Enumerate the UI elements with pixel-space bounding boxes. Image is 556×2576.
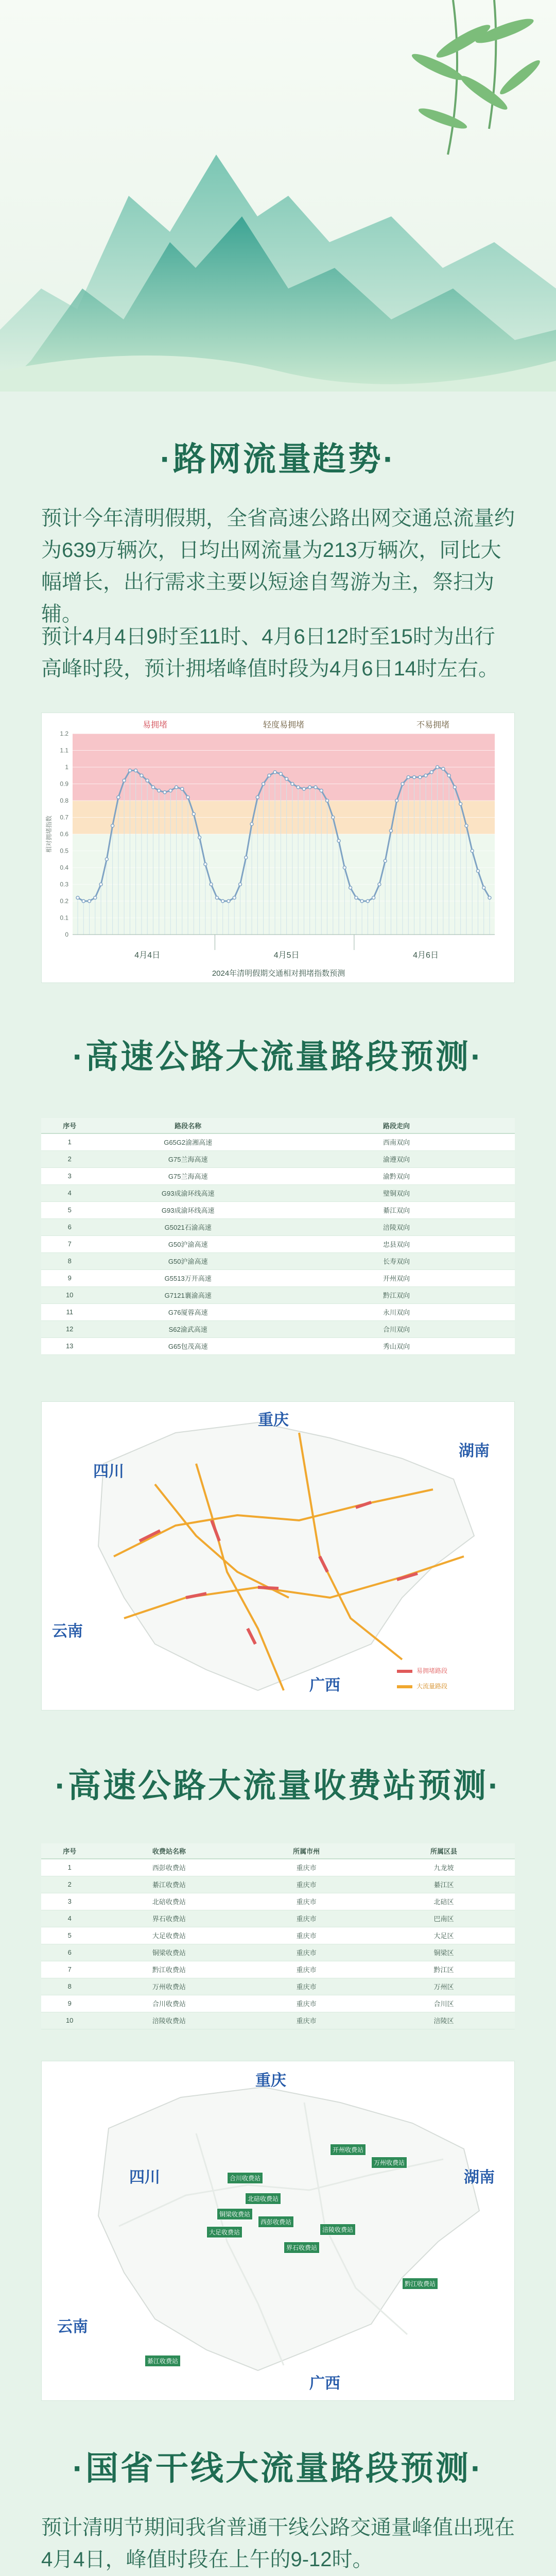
table-row: [41, 1201, 515, 1218]
data-point: [82, 900, 85, 903]
table-cell: G93成渝环线高速: [98, 1201, 278, 1218]
table-cell: 秀山双向: [278, 1337, 515, 1354]
data-point: [407, 776, 410, 779]
table-cell: 璧铜双向: [278, 1184, 515, 1201]
table-cell: 合川双向: [278, 1320, 515, 1337]
table-cell: 4: [41, 1184, 98, 1201]
poi-station: 西彭收费站: [258, 2216, 294, 2228]
data-point: [471, 850, 474, 853]
table-cell: G50沪渝高速: [98, 1235, 278, 1252]
table-row: [41, 1961, 515, 1978]
table-header-cell: 序号: [41, 1843, 98, 1859]
data-point: [88, 900, 91, 903]
data-point: [389, 829, 392, 833]
table-row: [41, 1995, 515, 2012]
table-cell: 10: [41, 2012, 98, 2029]
table-cell: 7: [41, 1961, 98, 1978]
map-label-guangxi: 广西: [309, 1677, 340, 1694]
table-row: [41, 2012, 515, 2029]
table-cell: G7121襄渝高速: [98, 1286, 278, 1303]
table-cell: 渝遵双向: [278, 1150, 515, 1167]
table-cell: 8: [41, 1252, 98, 1269]
table-cell: 涪陵收费站: [98, 2012, 240, 2029]
table-cell: 2: [41, 1876, 98, 1893]
table-cell: 北碚区: [373, 1893, 515, 1910]
table-cell: 綦江收费站: [98, 1876, 240, 1893]
y-tick-label: 0.8: [60, 797, 68, 804]
data-point: [94, 896, 97, 900]
table-cell: 12: [41, 1320, 98, 1337]
data-point: [192, 812, 195, 816]
table-row: [41, 1218, 515, 1235]
poi-station: 铜梁收费站: [217, 2208, 253, 2220]
table-cell: 3: [41, 1167, 98, 1184]
table-row: [41, 1252, 515, 1269]
table-cell: 万州区: [373, 1978, 515, 1995]
table-header-cell: 收费站名称: [98, 1843, 240, 1859]
table-cell: 合川区: [373, 1995, 515, 2012]
map-label-hunan: 湖南: [459, 1443, 490, 1460]
data-point: [297, 786, 300, 789]
table-cell: 8: [41, 1978, 98, 1995]
x-day-label: 4月5日: [273, 951, 300, 960]
table-cell: 綦江双向: [278, 1201, 515, 1218]
table-cell: G93成渝环线高速: [98, 1184, 278, 1201]
table-cell: 开州双向: [278, 1269, 515, 1286]
poi-station: 开州收费站: [330, 2144, 366, 2156]
table-cell: G75兰海高速: [98, 1150, 278, 1167]
table-cell: 3: [41, 1893, 98, 1910]
data-point: [285, 777, 288, 781]
y-tick-label: 1: [65, 764, 68, 771]
data-point: [105, 858, 108, 861]
table-row: [41, 1893, 515, 1910]
mountain-landscape-illustration: [0, 0, 556, 392]
data-point: [355, 896, 358, 900]
poi-station: 北碚收费站: [245, 2193, 281, 2205]
chart-legend-item: 轻度易拥堵: [263, 721, 305, 730]
table-cell: 黔江区: [373, 1961, 515, 1978]
table-row: [41, 1133, 515, 1150]
data-point: [302, 787, 305, 790]
table-cell: 西南双向: [278, 1133, 515, 1150]
table-header-cell: 路段名称: [98, 1118, 278, 1133]
map-label-chongqing: 重庆: [258, 1412, 289, 1429]
section-title-network-flow: ·路网流量趋势·: [160, 440, 396, 478]
table-cell: G5513万开高速: [98, 1269, 278, 1286]
table-cell: 北碚收费站: [98, 1893, 240, 1910]
table-cell: 黔江收费站: [98, 1961, 240, 1978]
table-cell: 重庆市: [240, 1961, 373, 1978]
table-cell: 西彭收费站: [98, 1859, 240, 1876]
data-point: [215, 896, 218, 900]
data-point: [332, 816, 335, 819]
table-cell: 渝黔双向: [278, 1167, 515, 1184]
table-row: [41, 1269, 515, 1286]
table-row: [41, 1859, 515, 1876]
table-row: [41, 1167, 515, 1184]
data-point: [117, 796, 120, 799]
table-cell: 重庆市: [240, 1910, 373, 1927]
data-point: [99, 883, 102, 886]
poi-station: 万州收费站: [371, 2157, 407, 2168]
table-cell: 9: [41, 1995, 98, 2012]
table-cell: 6: [41, 1944, 98, 1961]
table-cell: 重庆市: [240, 1859, 373, 1876]
table-cell: 九龙坡: [373, 1859, 515, 1876]
y-tick-label: 0: [65, 931, 68, 938]
table-cell: 9: [41, 1269, 98, 1286]
map2-label-chongqing: 重庆: [255, 2072, 286, 2089]
data-point: [488, 896, 491, 900]
y-axis-label: 相对拥堵指数: [45, 815, 53, 853]
table-cell: 重庆市: [240, 1944, 373, 1961]
table-cell: 万州收费站: [98, 1978, 240, 1995]
table-cell: 5: [41, 1201, 98, 1218]
table-cell: G65包茂高速: [98, 1337, 278, 1354]
table-header-cell: 所属区县: [373, 1843, 515, 1859]
data-point: [360, 900, 363, 903]
table-cell: G5021石渝高速: [98, 1218, 278, 1235]
table-row: [41, 1235, 515, 1252]
map2-label-yunnan: 云南: [57, 2318, 88, 2335]
highway-sections-table: [41, 1118, 515, 1355]
data-point: [268, 774, 271, 777]
data-point: [210, 883, 213, 886]
table-cell: G50沪渝高速: [98, 1252, 278, 1269]
data-point: [459, 803, 462, 806]
section-title-toll-stations: ·高速公路大流量收费站预测·: [55, 1767, 501, 1804]
table-cell: 重庆市: [240, 1927, 373, 1944]
data-point: [436, 766, 439, 769]
poi-station: 大足收费站: [206, 2226, 242, 2238]
table-cell: 大足区: [373, 1927, 515, 1944]
table-cell: 10: [41, 1286, 98, 1303]
toll-station-map: [41, 2061, 515, 2401]
data-point: [413, 776, 416, 779]
data-point: [134, 769, 137, 772]
y-tick-label: 1.1: [60, 747, 68, 754]
data-point: [291, 783, 294, 786]
chart-legend-item: 不易拥堵: [416, 721, 450, 730]
data-point: [146, 779, 149, 782]
table-cell: 长寿双向: [278, 1252, 515, 1269]
table-cell: 2: [41, 1150, 98, 1167]
table-cell: 永川双向: [278, 1303, 515, 1320]
table-cell: 7: [41, 1235, 98, 1252]
map-legend-congested: 易拥堵路段: [416, 1667, 448, 1674]
paragraph-peak-time: 预计4月4日9时至11时、4月6日12时至15时为出行高峰时段，预计拥堵峰值时段为4月6日14时左右。: [41, 625, 499, 680]
data-point: [401, 783, 404, 786]
chart-caption: 2024年清明假期交通相对拥堵指数预测: [212, 969, 345, 978]
data-point: [111, 824, 114, 827]
poi-station: 合川收费站: [227, 2172, 263, 2184]
table-row: [41, 1286, 515, 1303]
data-point: [349, 886, 352, 889]
table-cell: 涪陵区: [373, 2012, 515, 2029]
data-point: [245, 856, 248, 859]
congestion-index-chart: [42, 713, 515, 984]
data-point: [366, 900, 369, 903]
table-cell: G75兰海高速: [98, 1167, 278, 1184]
table-cell: 5: [41, 1927, 98, 1944]
table-cell: 重庆市: [240, 1995, 373, 2012]
table-cell: 黔江双向: [278, 1286, 515, 1303]
data-point: [424, 774, 427, 777]
section-title-highway-sections: ·高速公路大流量路段预测·: [72, 1038, 484, 1075]
table-row: [41, 1910, 515, 1927]
highway-map: [41, 1401, 515, 1710]
data-point: [395, 799, 398, 802]
table-cell: 重庆市: [240, 2012, 373, 2029]
table-cell: 铜梁收费站: [98, 1944, 240, 1961]
poi-station: 黔江收费站: [402, 2278, 438, 2290]
map-legend-high-flow: 大流量路段: [416, 1683, 448, 1690]
paragraph-network-flow: 预计今年清明假期，全省高速公路出网交通总流量约为639万辆次，日均出网流量为213万辆次，同比大幅增长，出行需求主要以短途自驾游为主，祭扫为辅。: [41, 507, 515, 625]
data-point: [337, 839, 340, 842]
table-cell: 重庆市: [240, 1893, 373, 1910]
poi-station: 綦江收费站: [145, 2355, 181, 2367]
data-point: [151, 786, 154, 789]
header-banner: [0, 0, 556, 392]
poi-station: 涪陵收费站: [320, 2224, 356, 2235]
data-point: [227, 900, 230, 903]
data-point: [158, 789, 161, 792]
data-point: [181, 787, 184, 790]
data-point: [169, 789, 172, 792]
data-point: [279, 772, 282, 775]
data-point: [256, 796, 259, 799]
data-point: [128, 769, 131, 772]
data-point: [430, 771, 433, 774]
table-cell: 13: [41, 1337, 98, 1354]
table-cell: 忠县双向: [278, 1235, 515, 1252]
chongqing-map-stations: [42, 2061, 515, 2401]
y-tick-label: 0.7: [60, 814, 68, 821]
table-cell: 1: [41, 1859, 98, 1876]
table-header-cell: 所属市州: [240, 1843, 373, 1859]
table-row: [41, 1150, 515, 1167]
table-cell: 大足收费站: [98, 1927, 240, 1944]
data-point: [250, 823, 253, 826]
table-row: [41, 1303, 515, 1320]
data-point: [314, 786, 317, 789]
y-tick-label: 0.4: [60, 864, 68, 871]
data-point: [419, 776, 422, 779]
data-point: [140, 774, 143, 777]
table-cell: 合川收费站: [98, 1995, 240, 2012]
data-point: [384, 859, 387, 862]
table-cell: 重庆市: [240, 1876, 373, 1893]
table-row: [41, 1184, 515, 1201]
y-tick-label: 0.5: [60, 847, 68, 855]
data-point: [326, 799, 329, 802]
map-label-yunnan: 云南: [52, 1623, 83, 1640]
data-point: [221, 900, 224, 903]
y-tick-label: 0.3: [60, 880, 68, 888]
x-day-label: 4月6日: [413, 951, 439, 960]
table-cell: 涪陵双向: [278, 1218, 515, 1235]
data-point: [123, 779, 126, 782]
data-point: [453, 786, 456, 789]
table-row: [41, 1337, 515, 1354]
table-header-cell: 路段走向: [278, 1118, 515, 1133]
table-cell: 巴南区: [373, 1910, 515, 1927]
y-tick-label: 1.2: [60, 730, 68, 737]
data-point: [186, 796, 189, 799]
x-day-label: 4月4日: [134, 951, 161, 960]
table-cell: 界石收费站: [98, 1910, 240, 1927]
data-point: [198, 836, 201, 839]
y-tick-label: 0.6: [60, 831, 68, 838]
table-row: [41, 1978, 515, 1995]
data-point: [343, 866, 346, 869]
data-point: [447, 774, 450, 777]
chongqing-map-roads: [42, 1402, 515, 1710]
data-point: [204, 863, 207, 866]
table-row: [41, 1320, 515, 1337]
data-point: [465, 824, 468, 827]
y-tick-label: 0.9: [60, 780, 68, 788]
section-title-trunk-roads: ·国省干线大流量路段预测·: [72, 2450, 484, 2487]
data-point: [175, 786, 178, 789]
data-point: [308, 786, 311, 789]
toll-stations-table: [41, 1843, 515, 2029]
data-point: [163, 791, 166, 794]
table-cell: 4: [41, 1910, 98, 1927]
data-point: [378, 883, 381, 886]
data-point: [262, 783, 265, 786]
y-tick-label: 0.1: [60, 914, 68, 922]
table-cell: 6: [41, 1218, 98, 1235]
table-cell: G76厦蓉高速: [98, 1303, 278, 1320]
chart-legend-item: 易拥堵: [142, 721, 168, 730]
data-point: [482, 886, 485, 889]
congestion-chart: [41, 713, 515, 983]
table-row: [41, 1944, 515, 1961]
data-point: [320, 789, 323, 792]
table-cell: 铜梁区: [373, 1944, 515, 1961]
map2-label-hunan: 湖南: [464, 2169, 495, 2186]
table-cell: 11: [41, 1303, 98, 1320]
table-cell: S62渝武高速: [98, 1320, 278, 1337]
map2-label-guangxi: 广西: [309, 2375, 340, 2392]
data-point: [442, 767, 445, 770]
table-row: [41, 1876, 515, 1893]
paragraph-trunk-roads: 预计清明节期间我省普通干线公路交通量峰值出现在4月4日，峰值时段在上午的9-12时。: [41, 2516, 515, 2571]
table-cell: 1: [41, 1133, 98, 1150]
data-point: [76, 896, 79, 900]
data-point: [372, 896, 375, 900]
table-header-cell: 序号: [41, 1118, 98, 1133]
data-point: [476, 870, 479, 873]
data-point: [238, 883, 241, 886]
y-tick-label: 0.2: [60, 897, 68, 905]
data-point: [233, 896, 236, 900]
map-label-sichuan: 四川: [93, 1463, 124, 1480]
poi-station: 界石收费站: [284, 2242, 320, 2253]
table-row: [41, 1927, 515, 1944]
table-cell: 重庆市: [240, 1978, 373, 1995]
table-cell: 綦江区: [373, 1876, 515, 1893]
data-point: [273, 771, 276, 774]
map2-label-sichuan: 四川: [129, 2169, 160, 2186]
table-cell: G65G2渝湘高速: [98, 1133, 278, 1150]
